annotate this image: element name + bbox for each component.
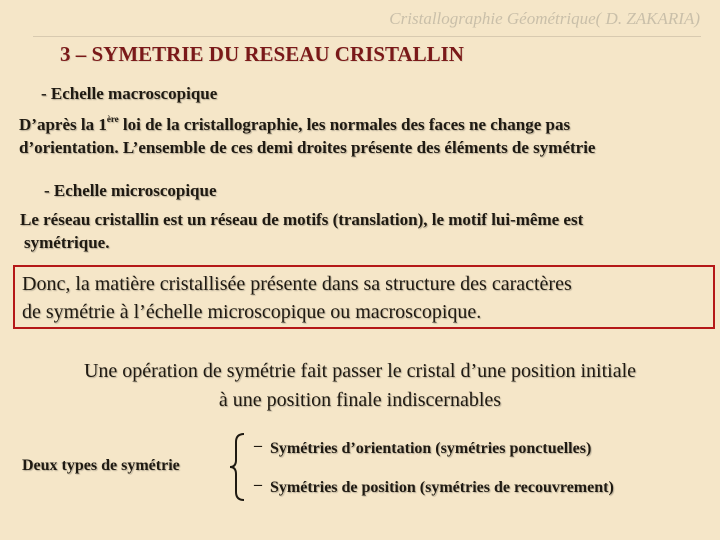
conclusion-box <box>13 265 715 329</box>
operation-line-1: Une opération de symétrie fait passer le cristal d’une position initiale <box>83 360 637 382</box>
microscopic-line-1: Le réseau cristallin est un réseau de motifs (translation), le motif lui-même est <box>20 210 584 229</box>
header-text: Cristallographie Géométrique( D. ZAKARIA) <box>389 9 700 28</box>
macroscopic-line-1-pre: D’après la 1 <box>19 115 107 134</box>
slide-title: 3 – SYMETRIE DU RESEAU CRISTALLIN <box>60 42 464 66</box>
microscopic-subtitle: - Echelle microscopique <box>44 181 217 200</box>
conclusion-line-2: de symétrie à l’échelle microscopique ou macroscopique. <box>22 301 482 323</box>
header-divider <box>33 36 701 37</box>
microscopic-line-2: symétrique. <box>24 233 110 252</box>
dash-1: – <box>254 437 262 454</box>
ordinal-superscript: ère <box>106 114 119 124</box>
macroscopic-subtitle: - Echelle macroscopique <box>41 84 218 103</box>
macroscopic-line-1 <box>19 115 570 135</box>
symmetry-type-orientation: Symétries d’orientation (symétries ponctuelles) <box>270 440 592 457</box>
conclusion-line-1: Donc, la matière cristallisée présente dans sa structure des caractères <box>22 273 572 295</box>
symmetry-types-label: Deux types de symétrie <box>22 457 180 474</box>
macroscopic-line-1-post: loi de la cristallographie, les normales des faces ne change pas <box>118 115 571 134</box>
curly-brace-icon <box>228 432 248 502</box>
operation-line-2: à une position finale indiscernables <box>218 389 502 411</box>
macroscopic-line-2: d’orientation. L’ensemble de ces demi droites présente des éléments de symétrie <box>19 138 596 157</box>
symmetry-type-position: Symétries de position (symétries de recouvrement) <box>270 479 614 496</box>
dash-2: – <box>254 476 262 493</box>
